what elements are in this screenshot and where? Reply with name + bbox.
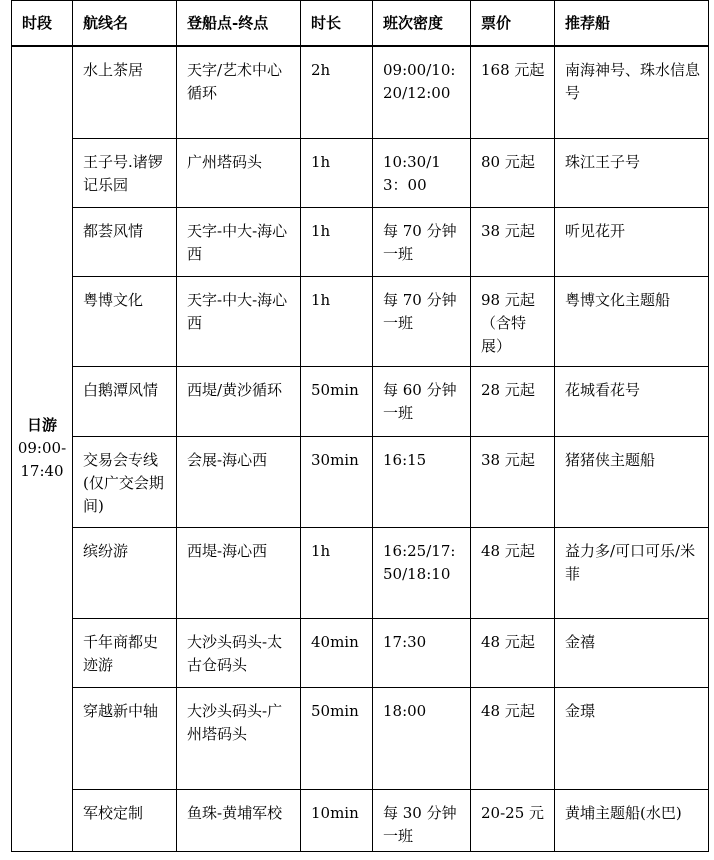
duration: 30min: [301, 436, 373, 527]
frequency: 18:00: [373, 687, 471, 789]
route-name: 千年商都史迹游: [73, 618, 177, 687]
route-name: 水上茶居: [73, 46, 177, 138]
table-row: [12, 687, 709, 789]
header-pier: 登船点-终点: [177, 1, 301, 47]
pier: 鱼珠-黄埔军校: [177, 789, 301, 851]
boat: 南海神号、珠水信息号: [555, 46, 709, 138]
boat: 粤博文化主题船: [555, 276, 709, 366]
table-row: [12, 207, 709, 276]
boat: 珠江王子号: [555, 138, 709, 207]
header-duration: 时长: [301, 1, 373, 47]
price: 80 元起: [471, 138, 555, 207]
route-name: 军校定制: [73, 789, 177, 851]
cruise-schedule-table: [11, 0, 709, 852]
frequency: 16:15: [373, 436, 471, 527]
pier: 大沙头码头-广州塔码头: [177, 687, 301, 789]
duration: 2h: [301, 46, 373, 138]
frequency: 10:30/13：00: [373, 138, 471, 207]
header-row: [12, 1, 709, 47]
price: 28 元起: [471, 366, 555, 436]
duration: 1h: [301, 276, 373, 366]
pier: 广州塔码头: [177, 138, 301, 207]
pier: 西堤/黄沙循环: [177, 366, 301, 436]
table-row: [12, 527, 709, 618]
duration: 50min: [301, 687, 373, 789]
price: 20-25 元: [471, 789, 555, 851]
table-row: [12, 789, 709, 851]
header-frequency: 班次密度: [373, 1, 471, 47]
header-period: 时段: [12, 1, 73, 47]
table-row: [12, 46, 709, 138]
period-hours: 09:00-17:40: [17, 439, 67, 481]
boat: 猪猪侠主题船: [555, 436, 709, 527]
pier: 天字-中大-海心西: [177, 207, 301, 276]
header-boat: 推荐船: [555, 1, 709, 47]
price: 48 元起: [471, 687, 555, 789]
boat: 金禧: [555, 618, 709, 687]
pier: 天字/艺术中心循环: [177, 46, 301, 138]
table-row: [12, 138, 709, 207]
duration: 1h: [301, 207, 373, 276]
header-price: 票价: [471, 1, 555, 47]
boat: 黄埔主题船(水巴): [555, 789, 709, 851]
price: 38 元起: [471, 436, 555, 527]
period-title: 日游: [26, 416, 57, 435]
pier: 会展-海心西: [177, 436, 301, 527]
boat: 花城看花号: [555, 366, 709, 436]
duration: 40min: [301, 618, 373, 687]
frequency: 09:00/10:20/12:00: [373, 46, 471, 138]
frequency: 每 60 分钟一班: [373, 366, 471, 436]
price: 48 元起: [471, 618, 555, 687]
frequency: 每 70 分钟一班: [373, 276, 471, 366]
route-name: 白鹅潭风情: [73, 366, 177, 436]
frequency: 16:25/17:50/18:10: [373, 527, 471, 618]
pier: 西堤-海心西: [177, 527, 301, 618]
duration: 10min: [301, 789, 373, 851]
price: 98 元起（含特展）: [471, 276, 555, 366]
boat: 益力多/可口可乐/米菲: [555, 527, 709, 618]
route-name: 穿越新中轴: [73, 687, 177, 789]
table-row: [12, 618, 709, 687]
route-name: 交易会专线(仅广交会期间): [73, 436, 177, 527]
duration: 50min: [301, 366, 373, 436]
table-row: [12, 366, 709, 436]
price: 38 元起: [471, 207, 555, 276]
route-name: 都荟风情: [73, 207, 177, 276]
duration: 1h: [301, 527, 373, 618]
route-name: 粤博文化: [73, 276, 177, 366]
route-name: 王子号.诸锣记乐园: [73, 138, 177, 207]
frequency: 每 70 分钟一班: [373, 207, 471, 276]
pier: 大沙头码头-太古仓码头: [177, 618, 301, 687]
price: 168 元起: [471, 46, 555, 138]
table-row: [12, 276, 709, 366]
route-name: 缤纷游: [73, 527, 177, 618]
duration: 1h: [301, 138, 373, 207]
header-route-name: 航线名: [73, 1, 177, 47]
table-row: [12, 436, 709, 527]
frequency: 17:30: [373, 618, 471, 687]
pier: 天字-中大-海心西: [177, 276, 301, 366]
boat: 金璟: [555, 687, 709, 789]
boat: 听见花开: [555, 207, 709, 276]
period-cell: [12, 46, 73, 851]
price: 48 元起: [471, 527, 555, 618]
frequency: 每 30 分钟一班: [373, 789, 471, 851]
